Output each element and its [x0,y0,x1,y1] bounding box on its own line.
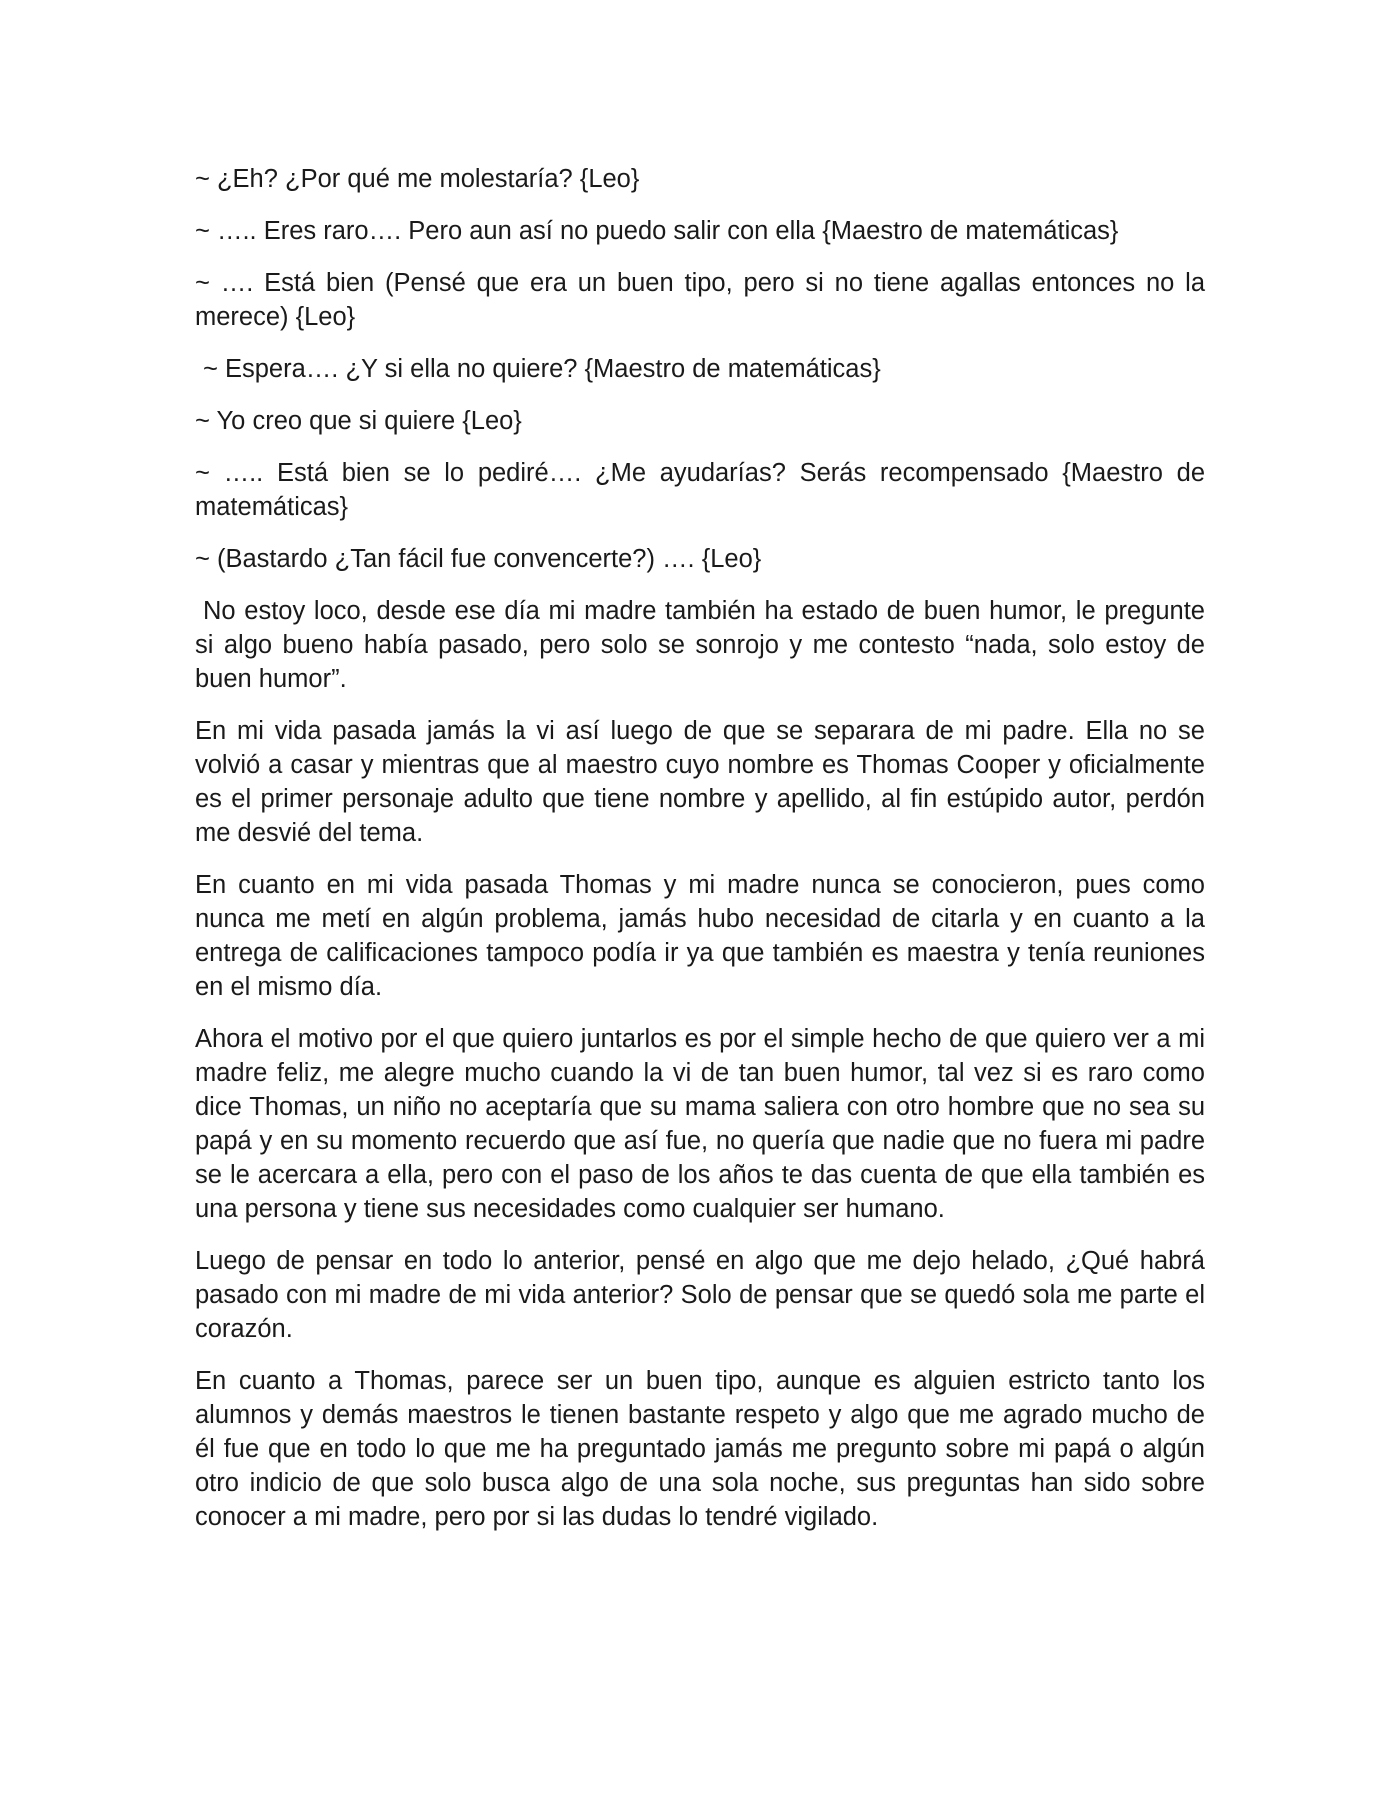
dialogue-line: ~ ….. Eres raro…. Pero aun así no puedo salir con ella {Maestro de matemáticas} [195,217,1119,245]
document-page [195,162,1205,1552]
dialogue-line: ~ …. Está bien (Pensé que era un buen tipo, pero si no tiene agallas entonces no la merece) {Leo} [195,269,1205,331]
body-paragraph: En cuanto en mi vida pasada Thomas y mi madre nunca se conocieron, pues como nunca me metí en algún problema, jamás hubo necesidad de citarla y en cuanto a la entrega de calificaciones tampoco podía ir ya que también es maestra y tenía reuniones en el mismo día. [195,871,1205,1001]
body-paragraph: En cuanto a Thomas, parece ser un buen tipo, aunque es alguien estricto tanto los alumnos y demás maestros le tienen bastante respeto y algo que me agrado mucho de él fue que en todo lo que me ha preguntado jamás me pregunto sobre mi papá o algún otro indicio de que solo busca algo de una sola noche, sus preguntas han sido sobre conocer a mi madre, pero por si las dudas lo tendré vigilado. [195,1367,1205,1531]
dialogue-line: ~ Yo creo que si quiere {Leo} [195,407,522,435]
body-paragraph: No estoy loco, desde ese día mi madre también ha estado de buen humor, le pregunte si algo bueno había pasado, pero solo se sonrojo y me contesto “nada, solo estoy de buen humor”. [195,597,1205,693]
dialogue-line: ~ (Bastardo ¿Tan fácil fue convencerte?) …. {Leo} [195,545,762,573]
body-paragraph: Luego de pensar en todo lo anterior, pensé en algo que me dejo helado, ¿Qué habrá pasado con mi madre de mi vida anterior? Solo de pensar que se quedó sola me parte el corazón. [195,1247,1205,1343]
dialogue-line: ~ ….. Está bien se lo pediré…. ¿Me ayudarías? Serás recompensado {Maestro de matemáticas} [195,459,1205,521]
body-paragraph: En mi vida pasada jamás la vi así luego de que se separara de mi padre. Ella no se volvió a casar y mientras que al maestro cuyo nombre es Thomas Cooper y oficialmente es el primer personaje adulto que tiene nombre y apellido, al fin estúpido autor, perdón me desvié del tema. [195,717,1205,847]
body-paragraph: Ahora el motivo por el que quiero juntarlos es por el simple hecho de que quiero ver a mi madre feliz, me alegre mucho cuando la vi de tan buen humor, tal vez si es raro como dice Thomas, un niño no aceptaría que su mama saliera con otro hombre que no sea su papá y en su momento recuerdo que así fue, no quería que nadie que no fuera mi padre se le acercara a ella, pero con el paso de los años te das cuenta de que ella también es una persona y tiene sus necesidades como cualquier ser humano. [195,1025,1205,1223]
dialogue-line: ~ Espera…. ¿Y si ella no quiere? {Maestro de matemáticas} [203,355,881,383]
dialogue-line: ~ ¿Eh? ¿Por qué me molestaría? {Leo} [195,165,640,193]
